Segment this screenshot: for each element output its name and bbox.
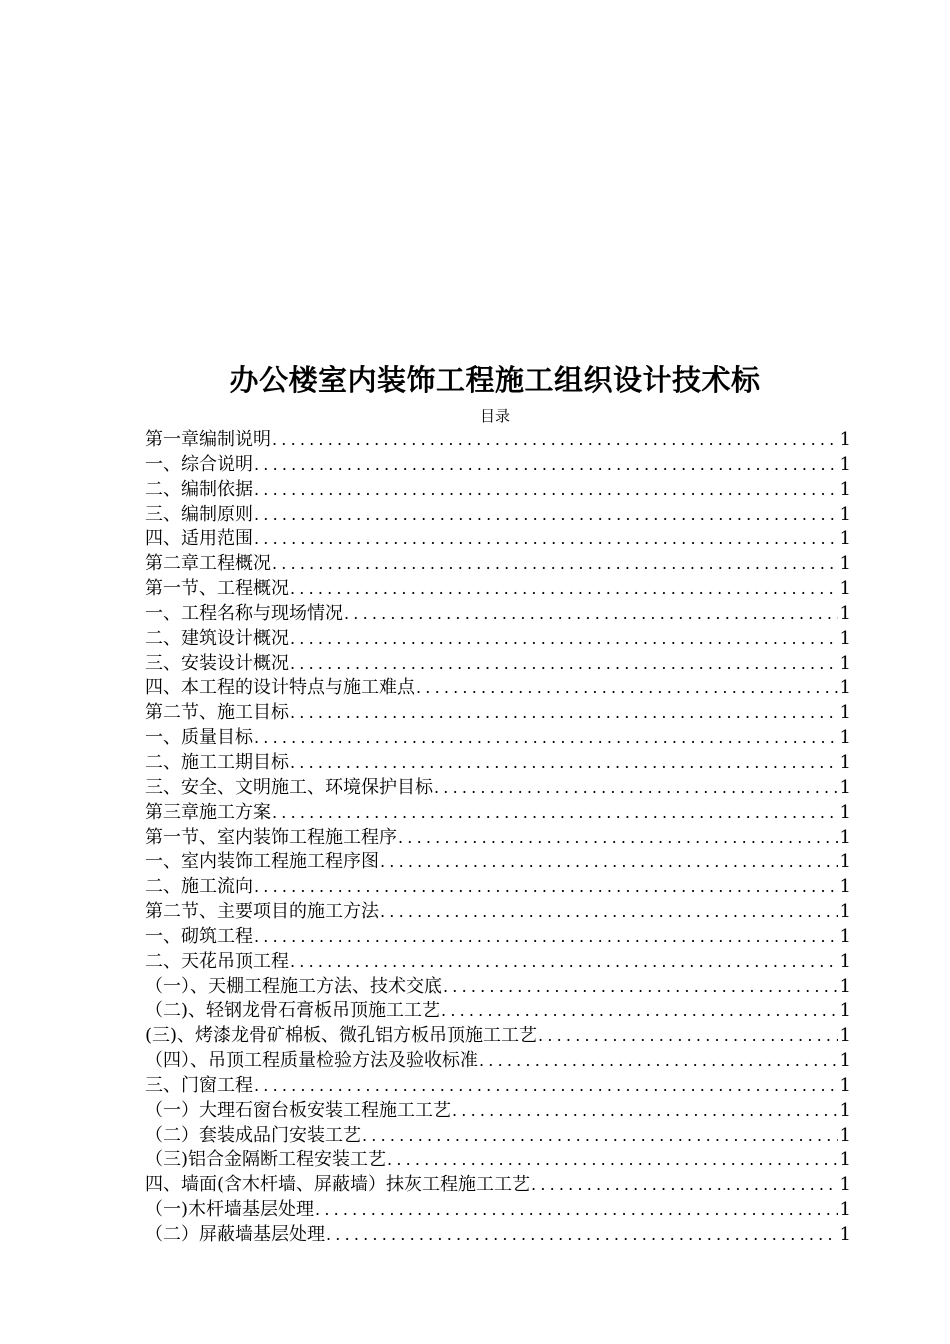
toc-dot-leader [379, 850, 838, 875]
toc-entry[interactable] [145, 1173, 851, 1198]
toc-entry-label: 四、本工程的设计特点与施工难点 [145, 677, 415, 699]
toc-dot-leader [397, 826, 838, 851]
toc-entry[interactable] [145, 652, 851, 677]
toc-entry[interactable] [145, 701, 851, 726]
toc-dot-leader [478, 1049, 838, 1074]
toc-dot-leader [253, 527, 838, 552]
toc-entry-label: 一、室内装饰工程施工程序图 [145, 851, 379, 873]
toc-entry-page-number: 1 [839, 627, 851, 649]
toc-dot-leader [253, 726, 838, 751]
toc-dot-leader [314, 1198, 838, 1223]
toc-entry[interactable] [145, 503, 851, 528]
toc-entry[interactable] [145, 751, 851, 776]
toc-dot-leader [325, 1223, 838, 1248]
toc-entry[interactable] [145, 875, 851, 900]
toc-dot-leader [253, 875, 838, 900]
toc-entry-page-number: 1 [839, 602, 851, 624]
toc-entry-label: 一、综合说明 [145, 453, 253, 475]
toc-dot-leader [253, 478, 838, 503]
toc-entry-page-number: 1 [839, 1124, 851, 1146]
toc-entry-label: 三、安全、文明施工、环境保护目标 [145, 776, 433, 798]
toc-entry[interactable] [145, 900, 851, 925]
toc-entry[interactable] [145, 478, 851, 503]
toc-entry[interactable] [145, 826, 851, 851]
toc-entry-page-number: 1 [839, 578, 851, 600]
toc-dot-leader [537, 1024, 838, 1049]
toc-entry[interactable] [145, 925, 851, 950]
toc-entry[interactable] [145, 1124, 851, 1149]
toc-entry[interactable] [145, 676, 851, 701]
toc-dot-leader [289, 577, 838, 602]
toc-entry-page-number: 1 [839, 1224, 851, 1245]
toc-entry[interactable] [145, 1148, 851, 1173]
toc-entry-page-number: 1 [839, 1149, 851, 1171]
toc-entry-label: (三)、烤漆龙骨矿棉板、微孔铝方板吊顶施工工艺 [145, 1025, 538, 1047]
toc-dot-leader [289, 751, 838, 776]
toc-entry[interactable] [145, 552, 851, 577]
toc-entry-page-number: 1 [839, 453, 851, 475]
toc-entry[interactable] [145, 1198, 851, 1223]
toc-entry-label: 第二节、主要项目的施工方法 [145, 901, 379, 923]
toc-entry-page-number: 1 [839, 801, 851, 823]
toc-dot-leader [289, 652, 838, 677]
toc-dot-leader [253, 1074, 838, 1099]
toc-entry[interactable] [145, 1099, 851, 1124]
toc-dot-leader [361, 1124, 838, 1149]
toc-entry[interactable] [145, 975, 851, 1000]
toc-entry-page-number: 1 [839, 826, 851, 848]
toc-entry[interactable] [145, 776, 851, 801]
toc-entry-label: 二、施工流向 [145, 876, 253, 898]
toc-dot-leader [433, 776, 838, 801]
toc-entry-label: （一）、天棚工程施工方法、技术交底 [145, 975, 442, 997]
toc-entry-page-number: 1 [839, 677, 851, 699]
toc-entry-page-number: 1 [839, 1199, 851, 1221]
toc-entry[interactable] [145, 1223, 851, 1248]
toc-entry[interactable] [145, 850, 851, 875]
toc-entry-page-number: 1 [839, 429, 851, 450]
toc-entry[interactable] [145, 453, 851, 478]
toc-entry-label: 三、安装设计概况 [145, 652, 289, 674]
toc-entry[interactable] [145, 950, 851, 975]
toc-dot-leader [451, 1099, 838, 1124]
toc-entry-page-number: 1 [839, 503, 851, 525]
toc-entry-label: 第一节、室内装饰工程施工程序 [145, 826, 397, 848]
toc-entry[interactable] [145, 1024, 851, 1049]
toc-entry-label: （二）套装成品门安装工艺 [145, 1124, 361, 1146]
document-title: 办公楼室内装饰工程施工组织设计技术标 [229, 363, 761, 397]
toc-entry-label: 二、编制依据 [145, 478, 253, 500]
toc-entry-label: 二、施工工期目标 [145, 751, 289, 773]
toc-dot-leader [253, 503, 838, 528]
toc-entry-label: 第一章编制说明 [145, 429, 271, 450]
toc-entry[interactable] [145, 999, 851, 1024]
toc-entry-page-number: 1 [839, 528, 851, 550]
toc-entry-page-number: 1 [839, 478, 851, 500]
toc-entry-page-number: 1 [839, 1000, 851, 1022]
toc-entry-label: 第一节、工程概况 [145, 578, 289, 600]
toc-entry-label: 第二章工程概况 [145, 553, 271, 575]
toc-dot-leader [271, 552, 838, 577]
toc-entry-label: 三、编制原则 [145, 503, 253, 525]
toc-entry-label: 二、建筑设计概况 [145, 627, 289, 649]
toc-entry-page-number: 1 [839, 950, 851, 972]
toc-entry[interactable] [145, 1074, 851, 1099]
toc-entry-label: 四、适用范围 [145, 528, 253, 550]
toc-entry-page-number: 1 [839, 901, 851, 923]
toc-dot-leader [271, 801, 838, 826]
toc-dot-leader [415, 676, 838, 701]
toc-entry-page-number: 1 [839, 1050, 851, 1072]
toc-entry-label: （一)木杆墙基层处理 [145, 1199, 315, 1221]
toc-entry-label: （二)、轻钢龙骨石膏板吊顶施工工艺 [145, 1000, 441, 1022]
toc-entry-page-number: 1 [839, 553, 851, 575]
toc-dot-leader [253, 925, 838, 950]
toc-entry-label: （四）、吊顶工程质量检验方法及验收标准 [145, 1050, 478, 1072]
toc-entry-page-number: 1 [839, 727, 851, 749]
toc-entry-label: （一）大理石窗台板安装工程施工工艺 [145, 1099, 451, 1121]
toc-entry[interactable] [145, 801, 851, 826]
toc-entry-label: （二）屏蔽墙基层处理 [145, 1224, 325, 1245]
toc-entry-label: 三、门窗工程 [145, 1074, 253, 1096]
toc-entry-label: 第三章施工方案 [145, 801, 271, 823]
toc-dot-leader [253, 453, 838, 478]
toc-dot-leader [289, 950, 838, 975]
toc-entry[interactable] [145, 602, 851, 627]
toc-entry-page-number: 1 [839, 1025, 851, 1047]
toc-entry-page-number: 1 [839, 1174, 851, 1196]
toc-entry-label: 一、工程名称与现场情况 [145, 602, 343, 624]
toc-entry-page-number: 1 [839, 876, 851, 898]
toc-entry[interactable] [145, 1049, 851, 1074]
toc-entry-label: （三)铝合金隔断工程安装工艺 [145, 1149, 387, 1171]
toc-entry[interactable] [145, 428, 851, 453]
toc-entry-page-number: 1 [839, 702, 851, 724]
toc-entry-label: 四、墙面(含木杆墙、屏蔽墙）抹灰工程施工工艺 [145, 1174, 531, 1196]
toc-entry-page-number: 1 [839, 751, 851, 773]
toc-dot-leader [530, 1173, 838, 1198]
toc-entry[interactable] [145, 577, 851, 602]
toc-dot-leader [289, 627, 838, 652]
toc-entry-page-number: 1 [839, 1074, 851, 1096]
toc-entry-page-number: 1 [839, 776, 851, 798]
toc-entry[interactable] [145, 726, 851, 751]
toc-entry-label: 一、砌筑工程 [145, 925, 253, 947]
toc-dot-leader [289, 701, 838, 726]
toc-dot-leader [271, 428, 838, 453]
toc-dot-leader [440, 999, 838, 1024]
toc-dot-leader [379, 900, 838, 925]
toc-entry-page-number: 1 [839, 975, 851, 997]
toc-heading: 目录 [479, 407, 510, 425]
toc-dot-leader [442, 975, 838, 1000]
table-of-contents [145, 428, 851, 1248]
toc-entry-page-number: 1 [839, 851, 851, 873]
toc-entry-label: 二、天花吊顶工程 [145, 950, 289, 972]
toc-dot-leader [386, 1148, 838, 1173]
toc-entry-page-number: 1 [839, 1099, 851, 1121]
toc-entry-label: 一、质量目标 [145, 727, 253, 749]
toc-entry[interactable] [145, 527, 851, 552]
toc-entry-page-number: 1 [839, 925, 851, 947]
toc-dot-leader [343, 602, 838, 627]
toc-entry[interactable] [145, 627, 851, 652]
toc-entry-page-number: 1 [839, 652, 851, 674]
toc-entry-label: 第二节、施工目标 [145, 702, 289, 724]
